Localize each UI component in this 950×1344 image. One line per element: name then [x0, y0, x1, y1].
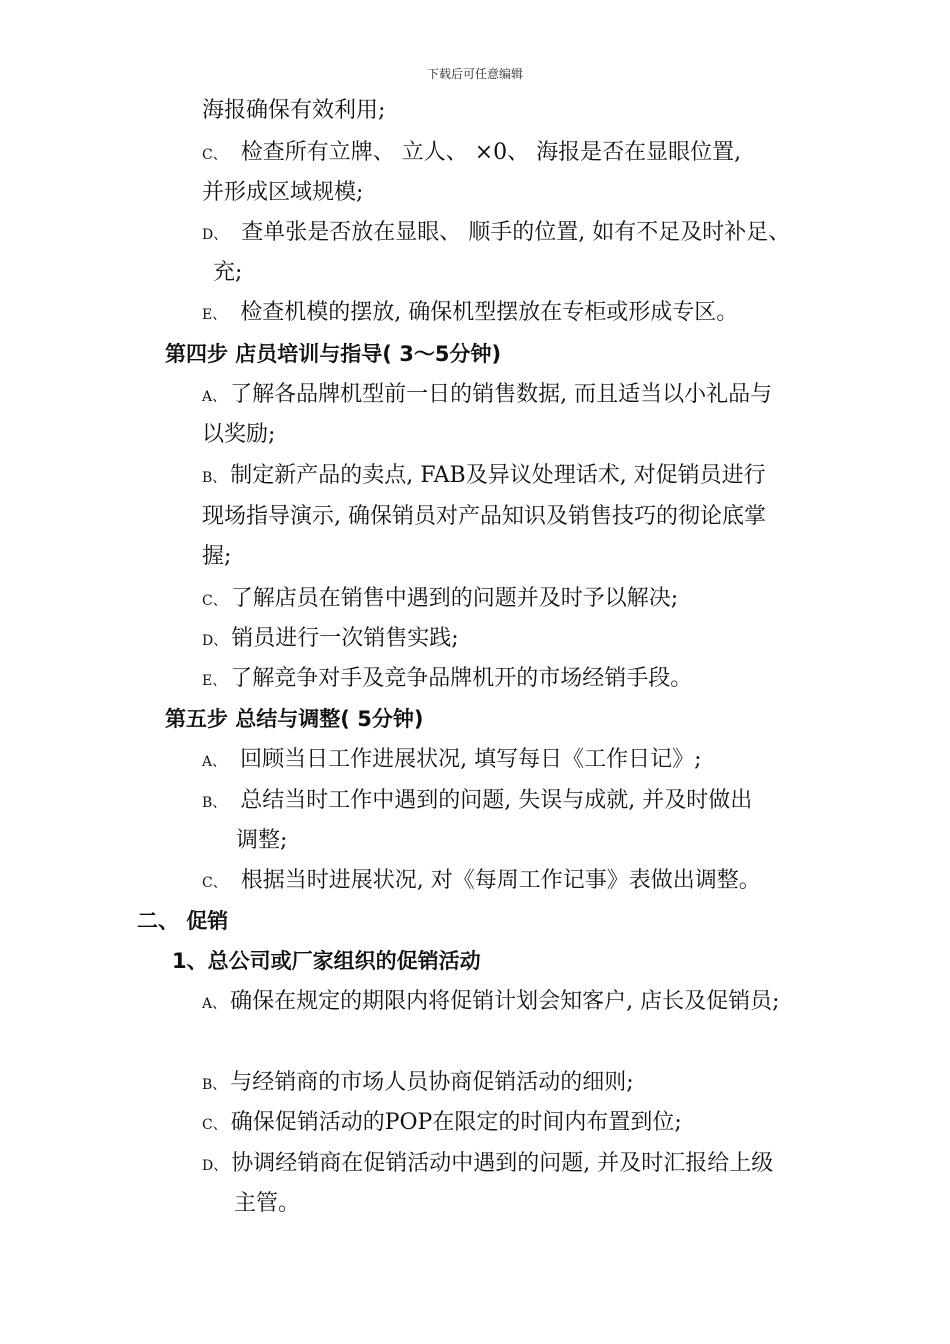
list-marker: C、	[202, 593, 227, 609]
text-line: 充;	[213, 260, 243, 285]
list-marker: B、	[202, 1077, 227, 1093]
list-item-a: A、 了解各品牌机型前一日的销售数据, 而且适当以小礼品与	[202, 380, 772, 412]
list-marker: D、	[202, 1158, 228, 1174]
list-item-e: E、 检查机模的摆放, 确保机型摆放在专柜或形成专区。	[202, 298, 738, 330]
list-marker: A、	[202, 996, 227, 1012]
list-item-b: B、 总结当时工作中遇到的问题, 失误与成就, 并及时做出	[202, 786, 752, 818]
list-item-c: C、 了解店员在销售中遇到的问题并及时予以解决;	[202, 584, 678, 616]
list-item-c: C、 根据当时进展状况, 对《每周工作记事》表做出调整。	[202, 866, 761, 898]
page-header: 下载后可任意编辑	[426, 67, 523, 81]
text-line: 现场指导演示, 确保销员对产品知识及销售技巧的彻论底掌	[202, 504, 766, 529]
list-marker: D、	[202, 633, 228, 649]
text-line: 海报确保有效利用;	[202, 98, 386, 123]
section-heading: 第四步 店员培训与指导( 3～5分钟)	[165, 342, 502, 366]
list-item-d: D、 协调经销商在促销活动中遇到的问题, 并及时汇报给上级	[202, 1149, 773, 1181]
list-marker: E、	[202, 673, 227, 689]
list-item-a: A、 回顾当日工作进展状况, 填写每日《工作日记》;	[202, 745, 702, 777]
list-item-b: B、 制定新产品的卖点, FAB及异议处理话术, 对促销员进行	[202, 461, 766, 493]
text-line: 并形成区域规模;	[202, 180, 364, 205]
list-item-b: B、 与经销商的市场人员协商促销活动的细则;	[202, 1068, 634, 1100]
section-heading: 第五步 总结与调整( 5分钟)	[165, 707, 424, 731]
list-item-d: D、 查单张是否放在显眼、 顺手的位置, 如有不足及时补足、	[202, 218, 790, 250]
list-marker: C、	[202, 875, 227, 891]
text-line: 握;	[202, 544, 232, 569]
list-marker: A、	[202, 389, 227, 405]
text-line: 调整;	[236, 828, 288, 853]
text-line: 主管。	[234, 1191, 301, 1216]
list-item-c: C、 检查所有立牌、 立人、 ×0、 海报是否在显眼位置,	[202, 138, 741, 170]
list-marker: C、	[202, 1117, 227, 1133]
subsection-heading: 1、总公司或厂家组织的促销活动	[172, 949, 481, 973]
list-marker: B、	[202, 470, 227, 486]
list-marker: B、	[202, 795, 227, 811]
list-marker: D、	[202, 227, 228, 243]
list-item-e: E、 了解竞争对手及竞争品牌机开的市场经销手段。	[202, 664, 692, 696]
list-item-a: A、 确保在规定的期限内将促销计划会知客户, 店长及促销员;	[202, 987, 780, 1019]
list-item-c: C、 确保促销活动的POP在限定的时间内布置到位;	[202, 1108, 682, 1140]
text-line: 以奖励;	[202, 422, 276, 447]
list-marker: A、	[202, 754, 227, 770]
chapter-heading: 二、 促销	[137, 909, 229, 933]
list-marker: E、	[202, 307, 227, 323]
list-marker: C、	[202, 147, 227, 163]
list-item-d: D、 销员进行一次销售实践;	[202, 624, 459, 656]
